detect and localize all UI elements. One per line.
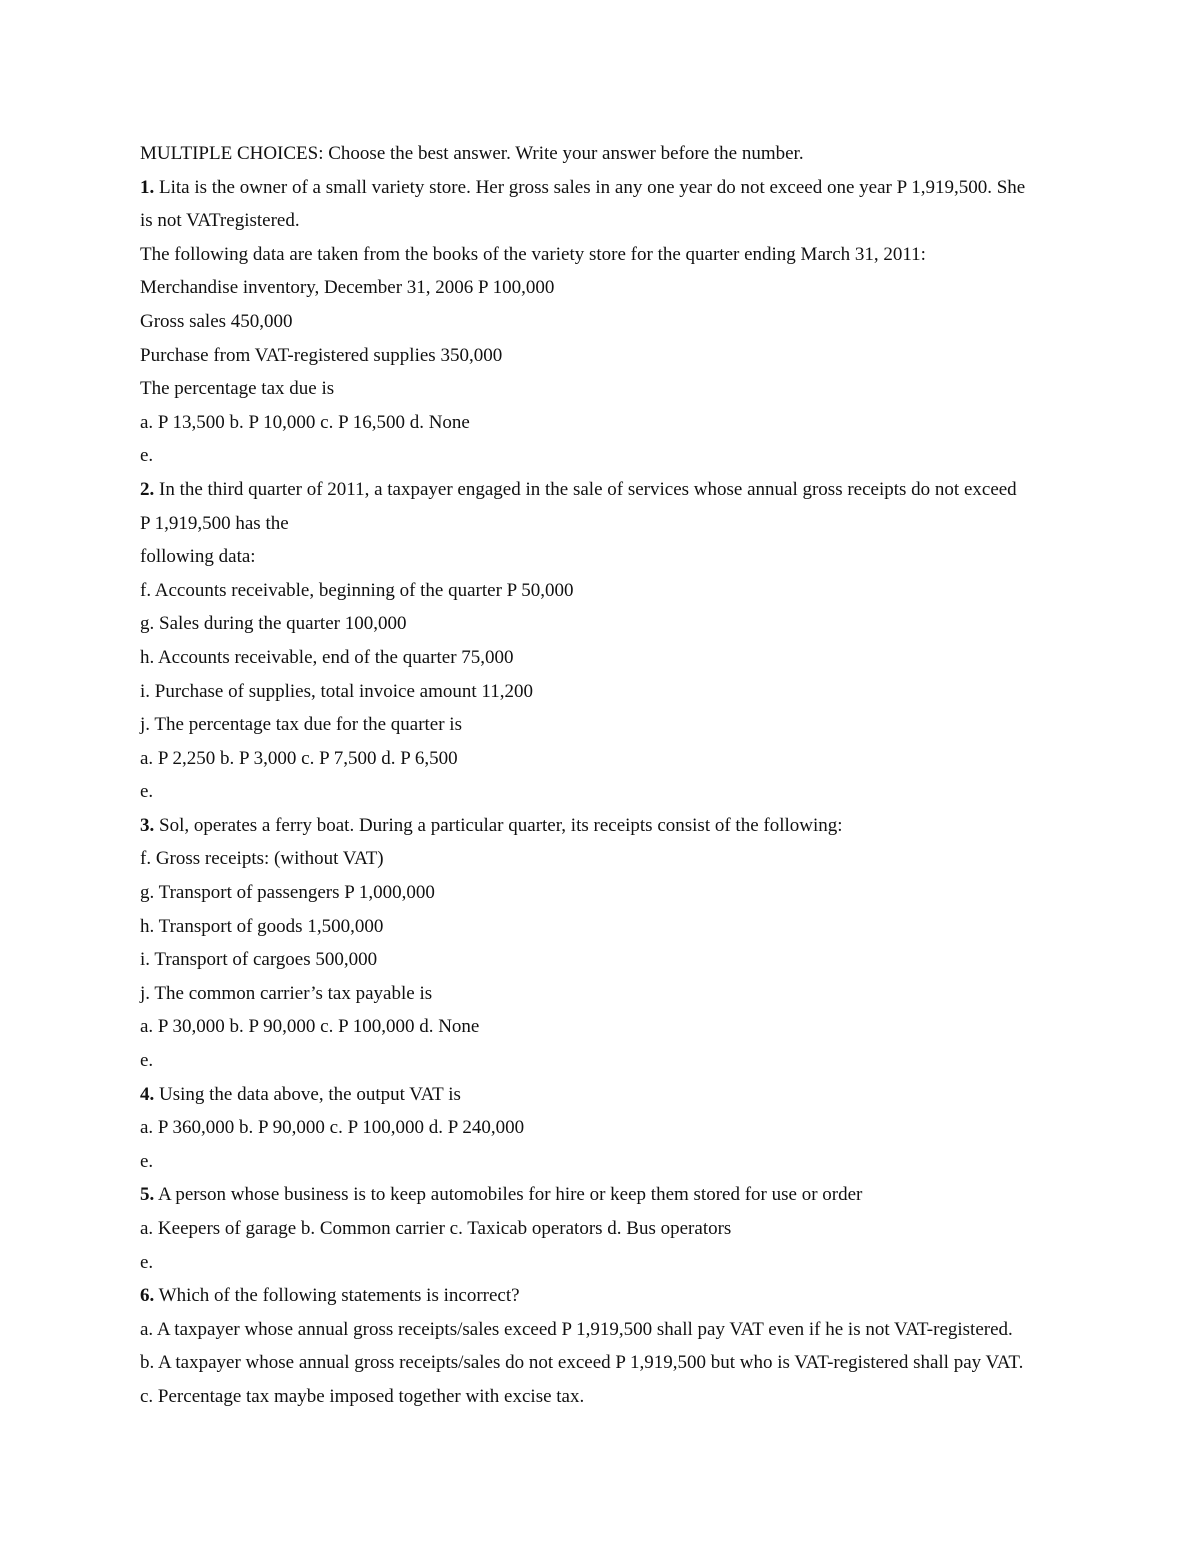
answer-option-e: e. <box>140 781 154 803</box>
question-3-line: 3. Sol, operates a ferry boat. During a particular quarter, its receipts consist of the following: <box>140 814 843 836</box>
question-5-line: 5. A person whose business is to keep automobiles for hire or keep them stored for use or order <box>140 1184 863 1206</box>
text-line: g. Transport of passengers P 1,000,000 <box>140 882 435 904</box>
question-number: 1. <box>140 176 155 198</box>
text-line: The percentage tax due is <box>140 378 335 400</box>
text-line: following data: <box>140 546 256 568</box>
text-line: is not VATregistered. <box>140 210 300 232</box>
text-line: P 1,919,500 has the <box>140 512 289 534</box>
document-page <box>140 140 1070 1417</box>
text-line: g. Sales during the quarter 100,000 <box>140 613 407 635</box>
text-line: Merchandise inventory, December 31, 2006 P 100,000 <box>140 277 555 299</box>
question-number: 5. <box>140 1184 155 1206</box>
question-number: 6. <box>140 1285 155 1307</box>
text-line: i. Transport of cargoes 500,000 <box>140 949 378 971</box>
question-6-line: 6. Which of the following statements is incorrect? <box>140 1285 520 1307</box>
answer-option-e: e. <box>140 1150 154 1172</box>
answer-options-line: a. P 360,000 b. P 90,000 c. P 100,000 d. P 240,000 <box>140 1117 525 1139</box>
text-line: h. Accounts receivable, end of the quarter 75,000 <box>140 646 514 668</box>
answer-options-line: a. P 2,250 b. P 3,000 c. P 7,500 d. P 6,500 <box>140 747 458 769</box>
answer-option-b: b. A taxpayer whose annual gross receipts/sales do not exceed P 1,919,500 but who is VAT-registered shall pay VAT. <box>140 1352 1024 1374</box>
question-number: 3. <box>140 814 155 836</box>
question-number: 4. <box>140 1083 155 1105</box>
answer-options-line: a. Keepers of garage b. Common carrier c. Taxicab operators d. Bus operators <box>140 1218 732 1239</box>
text-line: Gross sales 450,000 <box>140 310 293 332</box>
text-line: f. Accounts receivable, beginning of the quarter P 50,000 <box>140 579 574 601</box>
question-4-line: 4. Using the data above, the output VAT is <box>140 1083 461 1105</box>
text-line: The following data are taken from the books of the variety store for the quarter ending March 31, 2011: <box>140 243 926 265</box>
answer-option-e: e. <box>140 1251 154 1273</box>
instructions-line: MULTIPLE CHOICES: Choose the best answer. Write your answer before the number. <box>140 143 804 164</box>
text-line: i. Purchase of supplies, total invoice amount 11,200 <box>140 680 533 702</box>
text-line: f. Gross receipts: (without VAT) <box>140 848 384 870</box>
question-1-line: 1. Lita is the owner of a small variety store. Her gross sales in any one year do not exceed one year P 1,919,500. She <box>140 176 1026 198</box>
answer-option-a: a. A taxpayer whose annual gross receipts/sales exceed P 1,919,500 shall pay VAT even if he is not VAT-registered. <box>140 1318 1013 1340</box>
question-number: 2. <box>140 478 155 500</box>
text-line: j. The percentage tax due for the quarter is <box>140 714 462 736</box>
answer-options-line: a. P 30,000 b. P 90,000 c. P 100,000 d. None <box>140 1016 480 1038</box>
text-line: Purchase from VAT-registered supplies 350,000 <box>140 344 503 366</box>
answer-option-c: c. Percentage tax maybe imposed together with excise tax. <box>140 1385 585 1407</box>
answer-options-line: a. P 13,500 b. P 10,000 c. P 16,500 d. None <box>140 411 470 433</box>
answer-option-e: e. <box>140 1050 154 1072</box>
question-2-line: 2. In the third quarter of 2011, a taxpayer engaged in the sale of services whose annual gross receipts do not exceed <box>140 478 1017 500</box>
text-line: j. The common carrier’s tax payable is <box>140 982 433 1004</box>
answer-option-e: e. <box>140 445 154 467</box>
text-line: h. Transport of goods 1,500,000 <box>140 915 384 937</box>
